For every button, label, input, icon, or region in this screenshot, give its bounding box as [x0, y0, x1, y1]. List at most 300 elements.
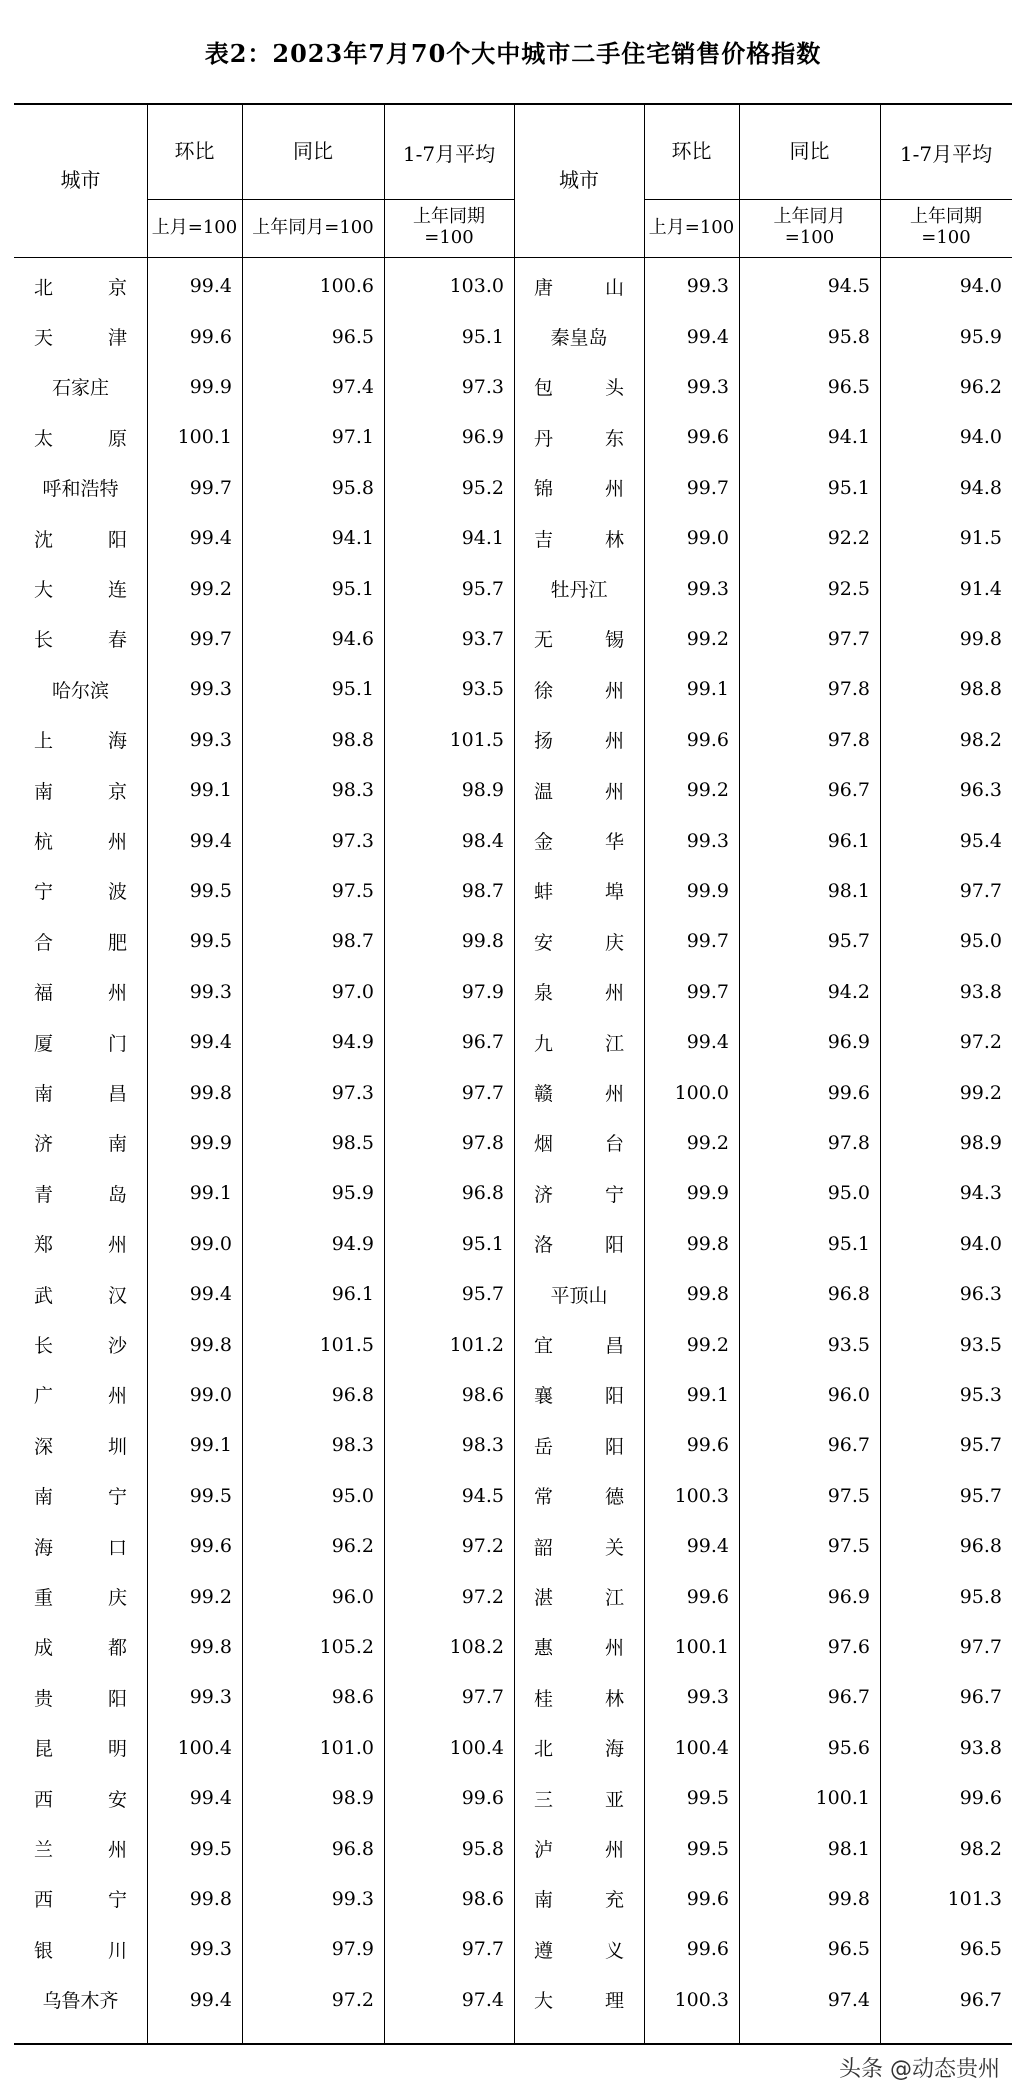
avg-value: 96.3 [959, 1283, 1002, 1306]
city-name: 安 庆 [534, 931, 624, 954]
city-name: 吉 林 [534, 528, 624, 551]
avg-value: 98.3 [461, 1434, 504, 1457]
right-header-mom: 环比 [671, 138, 712, 163]
avg-value: 94.3 [959, 1182, 1002, 1205]
city-name: 韶 关 [534, 1536, 624, 1559]
city-name: 广 州 [34, 1385, 127, 1408]
yoy-value: 97.7 [827, 627, 870, 650]
mom-value: 99.3 [686, 829, 729, 852]
mom-value: 99.3 [686, 1686, 729, 1709]
yoy-value: 96.5 [827, 375, 870, 398]
yoy-value: 96.8 [331, 1383, 374, 1406]
city-name: 温 州 [534, 780, 624, 803]
yoy-value: 95.8 [827, 325, 870, 348]
mom-value: 99.7 [686, 980, 729, 1003]
mom-value: 100.1 [177, 426, 232, 449]
avg-value: 101.2 [449, 1333, 504, 1356]
yoy-value: 99.3 [331, 1887, 374, 1910]
mom-value: 99.0 [189, 1232, 232, 1255]
yoy-value: 97.5 [827, 1484, 870, 1507]
subheader-rule [644, 199, 1012, 200]
yoy-value: 96.8 [331, 1837, 374, 1860]
city-name: 锦 州 [534, 478, 624, 501]
yoy-value: 98.1 [827, 879, 870, 902]
avg-value: 93.7 [461, 627, 504, 650]
mom-value: 99.1 [189, 1182, 232, 1205]
mom-value: 99.0 [686, 527, 729, 550]
city-name: 烟 台 [534, 1133, 624, 1156]
yoy-value: 97.3 [331, 1081, 374, 1104]
yoy-value: 97.5 [331, 879, 374, 902]
yoy-value: 97.8 [827, 678, 870, 701]
avg-value: 95.9 [959, 325, 1002, 348]
mom-value: 99.2 [686, 1131, 729, 1154]
left-header-avg-base: 上年同期=100 [413, 206, 485, 248]
city-name: 厦 门 [34, 1032, 127, 1055]
mom-value: 99.5 [189, 879, 232, 902]
mom-value: 99.5 [189, 1484, 232, 1507]
avg-value: 97.7 [461, 1938, 504, 1961]
avg-value: 98.4 [461, 829, 504, 852]
avg-value: 95.7 [461, 1283, 504, 1306]
yoy-value: 94.9 [331, 1031, 374, 1054]
mom-value: 99.2 [189, 577, 232, 600]
yoy-value: 94.5 [827, 275, 870, 298]
city-name: 无 锡 [534, 629, 624, 652]
avg-value: 96.7 [461, 1031, 504, 1054]
yoy-value: 96.7 [827, 1434, 870, 1457]
avg-value: 94.0 [959, 1232, 1002, 1255]
avg-value: 95.4 [959, 829, 1002, 852]
mom-value: 99.2 [686, 627, 729, 650]
city-name: 唐 山 [534, 276, 624, 299]
city-name: 郑 州 [34, 1234, 127, 1257]
yoy-value: 96.7 [827, 1686, 870, 1709]
city-name: 沈 阳 [34, 528, 127, 551]
city-name: 杭 州 [34, 831, 127, 854]
yoy-value: 97.4 [331, 375, 374, 398]
avg-value: 97.7 [959, 1635, 1002, 1658]
city-name: 泸 州 [534, 1839, 624, 1862]
yoy-value: 98.9 [331, 1787, 374, 1810]
city-name: 洛 阳 [534, 1234, 624, 1257]
mom-value: 99.9 [686, 1182, 729, 1205]
mom-value: 99.9 [189, 1131, 232, 1154]
yoy-value: 96.2 [331, 1535, 374, 1558]
yoy-value: 92.5 [827, 577, 870, 600]
mom-value: 99.8 [686, 1283, 729, 1306]
yoy-value: 95.1 [827, 476, 870, 499]
mom-value: 99.2 [686, 1333, 729, 1356]
avg-value: 91.5 [959, 527, 1002, 550]
yoy-value: 96.5 [827, 1938, 870, 1961]
mom-value: 99.1 [686, 1383, 729, 1406]
mom-value: 99.3 [686, 577, 729, 600]
city-name: 包 头 [534, 377, 624, 400]
avg-value: 93.5 [461, 678, 504, 701]
yoy-value: 99.8 [827, 1887, 870, 1910]
avg-value: 93.8 [959, 1736, 1002, 1759]
yoy-value: 97.8 [827, 728, 870, 751]
city-name: 常 德 [534, 1486, 624, 1509]
mom-value: 99.3 [686, 275, 729, 298]
yoy-value: 96.0 [827, 1383, 870, 1406]
city-name: 上 海 [34, 730, 127, 753]
right-header-city: 城市 [559, 167, 599, 192]
mom-value: 99.3 [189, 728, 232, 751]
avg-value: 95.3 [959, 1383, 1002, 1406]
avg-value: 94.1 [461, 527, 504, 550]
mom-value: 99.6 [686, 426, 729, 449]
mom-value: 99.4 [189, 527, 232, 550]
avg-value: 98.6 [461, 1887, 504, 1910]
city-name: 岳 阳 [534, 1435, 624, 1458]
city-name: 西 安 [34, 1788, 127, 1811]
table-bottom-rule [14, 2043, 1012, 2045]
city-name: 襄 阳 [534, 1385, 624, 1408]
yoy-value: 94.9 [331, 1232, 374, 1255]
city-name: 重 庆 [34, 1587, 127, 1610]
mom-value: 99.4 [686, 325, 729, 348]
city-name: 昆 明 [34, 1738, 127, 1761]
yoy-value: 95.9 [331, 1182, 374, 1205]
yoy-value: 96.0 [331, 1585, 374, 1608]
avg-value: 95.1 [461, 1232, 504, 1255]
yoy-value: 95.7 [827, 930, 870, 953]
avg-value: 98.9 [959, 1131, 1002, 1154]
avg-value: 96.9 [461, 426, 504, 449]
city-name: 合 肥 [34, 931, 127, 954]
mom-value: 99.9 [686, 879, 729, 902]
mom-value: 99.4 [686, 1535, 729, 1558]
yoy-value: 98.3 [331, 1434, 374, 1457]
city-name: 桂 林 [534, 1687, 624, 1710]
city-name: 大 理 [534, 1990, 624, 2013]
city-name: 长 沙 [34, 1335, 127, 1358]
yoy-value: 105.2 [319, 1635, 374, 1658]
city-name: 武 汉 [34, 1284, 127, 1307]
mom-value: 99.4 [189, 1031, 232, 1054]
yoy-value: 93.5 [827, 1333, 870, 1356]
mom-value: 99.3 [686, 375, 729, 398]
city-name: 银 川 [34, 1939, 127, 1962]
avg-value: 93.5 [959, 1333, 1002, 1356]
avg-value: 96.7 [959, 1686, 1002, 1709]
mom-value: 99.0 [189, 1383, 232, 1406]
right-header-mom-base: 上月=100 [648, 216, 735, 238]
city-name: 福 州 [34, 982, 127, 1005]
city-name: 惠 州 [534, 1637, 624, 1660]
mom-value: 99.5 [686, 1787, 729, 1810]
yoy-value: 99.6 [827, 1081, 870, 1104]
avg-value: 96.8 [461, 1182, 504, 1205]
city-name: 石家庄 [51, 377, 109, 400]
mom-value: 99.7 [189, 627, 232, 650]
price-index-table [14, 103, 1012, 2045]
city-name: 遵 义 [534, 1939, 624, 1962]
city-name: 平顶山 [550, 1284, 608, 1307]
subheader-rule [147, 199, 514, 200]
city-name: 济 宁 [534, 1183, 624, 1206]
right-header-avg-base: 上年同期=100 [910, 206, 982, 248]
avg-value: 98.6 [461, 1383, 504, 1406]
mom-value: 99.6 [189, 325, 232, 348]
avg-value: 99.8 [959, 627, 1002, 650]
city-name: 蚌 埠 [534, 881, 624, 904]
city-name: 天 津 [34, 327, 127, 350]
city-name: 西 宁 [34, 1889, 127, 1912]
mom-value: 99.5 [686, 1837, 729, 1860]
avg-value: 100.4 [449, 1736, 504, 1759]
avg-value: 98.8 [959, 678, 1002, 701]
mom-value: 99.8 [189, 1081, 232, 1104]
city-name: 呼和浩特 [42, 478, 119, 501]
yoy-value: 95.0 [827, 1182, 870, 1205]
yoy-value: 92.2 [827, 527, 870, 550]
mom-value: 99.8 [189, 1887, 232, 1910]
yoy-value: 95.0 [331, 1484, 374, 1507]
city-name: 长 春 [34, 629, 127, 652]
city-name: 牡丹江 [550, 579, 608, 602]
city-name: 深 圳 [34, 1435, 127, 1458]
yoy-value: 96.9 [827, 1031, 870, 1054]
city-name: 北 京 [34, 276, 127, 299]
avg-value: 97.7 [461, 1686, 504, 1709]
mom-value: 99.8 [189, 1635, 232, 1658]
mom-value: 100.4 [177, 1736, 232, 1759]
mom-value: 99.3 [189, 980, 232, 1003]
city-name: 秦皇岛 [550, 327, 608, 350]
city-name: 青 岛 [34, 1183, 127, 1206]
right-header-avg: 1-7月平均 [899, 141, 993, 166]
yoy-value: 97.5 [827, 1535, 870, 1558]
yoy-value: 101.0 [319, 1736, 374, 1759]
yoy-value: 96.9 [827, 1585, 870, 1608]
mom-value: 99.4 [189, 829, 232, 852]
avg-value: 97.7 [461, 1081, 504, 1104]
left-header-mom-base: 上月=100 [151, 216, 238, 238]
avg-value: 99.6 [461, 1787, 504, 1810]
column-divider [514, 103, 515, 2045]
avg-value: 97.2 [959, 1031, 1002, 1054]
avg-value: 97.4 [461, 1988, 504, 2011]
avg-value: 97.2 [461, 1585, 504, 1608]
header-bottom-rule [14, 257, 1012, 258]
avg-value: 99.8 [461, 930, 504, 953]
mom-value: 99.5 [189, 1837, 232, 1860]
avg-value: 97.8 [461, 1131, 504, 1154]
yoy-value: 94.1 [827, 426, 870, 449]
mom-value: 99.2 [189, 1585, 232, 1608]
avg-value: 91.4 [959, 577, 1002, 600]
mom-value: 99.6 [686, 1585, 729, 1608]
avg-value: 99.6 [959, 1787, 1002, 1810]
city-name: 赣 州 [534, 1083, 624, 1106]
avg-value: 95.7 [461, 577, 504, 600]
city-name: 扬 州 [534, 730, 624, 753]
avg-value: 101.3 [947, 1887, 1002, 1910]
avg-value: 96.5 [959, 1938, 1002, 1961]
right-header-yoy-base: 上年同月=100 [773, 206, 846, 248]
avg-value: 99.2 [959, 1081, 1002, 1104]
city-name: 宁 波 [34, 881, 127, 904]
mom-value: 99.3 [189, 678, 232, 701]
mom-value: 99.6 [686, 1434, 729, 1457]
city-name: 九 江 [534, 1032, 624, 1055]
yoy-value: 96.5 [331, 325, 374, 348]
avg-value: 96.2 [959, 375, 1002, 398]
mom-value: 99.4 [189, 1787, 232, 1810]
avg-value: 97.7 [959, 879, 1002, 902]
yoy-value: 97.1 [331, 426, 374, 449]
yoy-value: 98.8 [331, 728, 374, 751]
yoy-value: 95.1 [827, 1232, 870, 1255]
yoy-value: 100.6 [319, 275, 374, 298]
avg-value: 98.9 [461, 779, 504, 802]
left-header-yoy: 同比 [293, 138, 333, 163]
city-name: 大 连 [34, 579, 127, 602]
mom-value: 99.5 [189, 930, 232, 953]
mom-value: 99.3 [189, 1938, 232, 1961]
left-header-city: 城市 [60, 167, 101, 192]
avg-value: 103.0 [449, 275, 504, 298]
avg-value: 95.8 [461, 1837, 504, 1860]
city-name: 成 都 [34, 1637, 127, 1660]
avg-value: 97.2 [461, 1535, 504, 1558]
mom-value: 99.1 [189, 779, 232, 802]
mom-value: 99.4 [686, 1031, 729, 1054]
mom-value: 99.8 [189, 1333, 232, 1356]
yoy-value: 95.6 [827, 1736, 870, 1759]
table-title: 表2：2023年7月70个大中城市二手住宅销售价格指数 [204, 39, 822, 68]
mom-value: 99.3 [189, 1686, 232, 1709]
avg-value: 98.2 [959, 728, 1002, 751]
mom-value: 99.6 [686, 1887, 729, 1910]
avg-value: 95.1 [461, 325, 504, 348]
mom-value: 99.7 [189, 476, 232, 499]
city-name: 金 华 [534, 831, 624, 854]
avg-value: 96.7 [959, 1988, 1002, 2011]
city-name: 兰 州 [34, 1839, 127, 1862]
city-name: 三 亚 [534, 1788, 624, 1811]
mom-value: 100.3 [674, 1988, 729, 2011]
watermark: 头条 @动态贵州 [839, 2057, 1000, 2082]
yoy-value: 94.2 [827, 980, 870, 1003]
yoy-value: 95.8 [331, 476, 374, 499]
avg-value: 98.2 [959, 1837, 1002, 1860]
avg-value: 95.8 [959, 1585, 1002, 1608]
left-header-mom: 环比 [174, 138, 215, 163]
yoy-value: 96.1 [827, 829, 870, 852]
yoy-value: 98.6 [331, 1686, 374, 1709]
mom-value: 99.9 [189, 375, 232, 398]
avg-value: 108.2 [449, 1635, 504, 1658]
avg-value: 96.3 [959, 779, 1002, 802]
right-header-yoy: 同比 [789, 138, 830, 163]
mom-value: 100.3 [674, 1484, 729, 1507]
mom-value: 99.6 [189, 1535, 232, 1558]
avg-value: 98.7 [461, 879, 504, 902]
mom-value: 99.8 [686, 1232, 729, 1255]
mom-value: 99.6 [686, 728, 729, 751]
avg-value: 101.5 [449, 728, 504, 751]
yoy-value: 101.5 [319, 1333, 374, 1356]
mom-value: 99.7 [686, 476, 729, 499]
mom-value: 99.1 [686, 678, 729, 701]
mom-value: 100.4 [674, 1736, 729, 1759]
city-name: 北 海 [534, 1738, 624, 1761]
yoy-value: 97.9 [331, 1938, 374, 1961]
city-name: 丹 东 [534, 427, 624, 450]
left-header-yoy-base: 上年同月=100 [252, 216, 374, 238]
city-name: 宜 昌 [534, 1335, 624, 1358]
mom-value: 99.2 [686, 779, 729, 802]
yoy-value: 98.1 [827, 1837, 870, 1860]
yoy-value: 95.1 [331, 678, 374, 701]
city-name: 湛 江 [534, 1587, 624, 1610]
city-name: 哈尔滨 [51, 679, 109, 702]
yoy-value: 96.7 [827, 779, 870, 802]
city-name: 太 原 [34, 427, 127, 450]
left-header-avg: 1-7月平均 [402, 141, 496, 166]
mom-value: 99.4 [189, 1283, 232, 1306]
city-name: 海 口 [34, 1536, 127, 1559]
city-name: 南 充 [534, 1889, 624, 1912]
city-name: 泉 州 [534, 982, 624, 1005]
yoy-value: 98.7 [331, 930, 374, 953]
avg-value: 95.7 [959, 1434, 1002, 1457]
mom-value: 99.4 [189, 1988, 232, 2011]
avg-value: 93.8 [959, 980, 1002, 1003]
avg-value: 94.0 [959, 275, 1002, 298]
yoy-value: 97.4 [827, 1988, 870, 2011]
avg-value: 95.0 [959, 930, 1002, 953]
yoy-value: 96.8 [827, 1283, 870, 1306]
avg-value: 97.9 [461, 980, 504, 1003]
yoy-value: 97.2 [331, 1988, 374, 2011]
city-name: 贵 阳 [34, 1687, 127, 1710]
city-name: 南 昌 [34, 1083, 127, 1106]
yoy-value: 98.5 [331, 1131, 374, 1154]
table-top-rule [14, 103, 1012, 105]
yoy-value: 97.0 [331, 980, 374, 1003]
avg-value: 94.8 [959, 476, 1002, 499]
city-name: 乌鲁木齐 [42, 1990, 119, 2013]
yoy-value: 100.1 [815, 1787, 870, 1810]
yoy-value: 96.1 [331, 1283, 374, 1306]
yoy-value: 98.3 [331, 779, 374, 802]
yoy-value: 94.1 [331, 527, 374, 550]
avg-value: 94.5 [461, 1484, 504, 1507]
yoy-value: 97.8 [827, 1131, 870, 1154]
mom-value: 100.0 [674, 1081, 729, 1104]
avg-value: 96.8 [959, 1535, 1002, 1558]
yoy-value: 95.1 [331, 577, 374, 600]
yoy-value: 97.3 [331, 829, 374, 852]
avg-value: 95.2 [461, 476, 504, 499]
city-name: 济 南 [34, 1133, 127, 1156]
city-name: 徐 州 [534, 679, 624, 702]
city-name: 南 宁 [34, 1486, 127, 1509]
yoy-value: 94.6 [331, 627, 374, 650]
avg-value: 95.7 [959, 1484, 1002, 1507]
avg-value: 94.0 [959, 426, 1002, 449]
mom-value: 99.7 [686, 930, 729, 953]
city-name: 南 京 [34, 780, 127, 803]
mom-value: 99.4 [189, 275, 232, 298]
mom-value: 99.1 [189, 1434, 232, 1457]
avg-value: 97.3 [461, 375, 504, 398]
